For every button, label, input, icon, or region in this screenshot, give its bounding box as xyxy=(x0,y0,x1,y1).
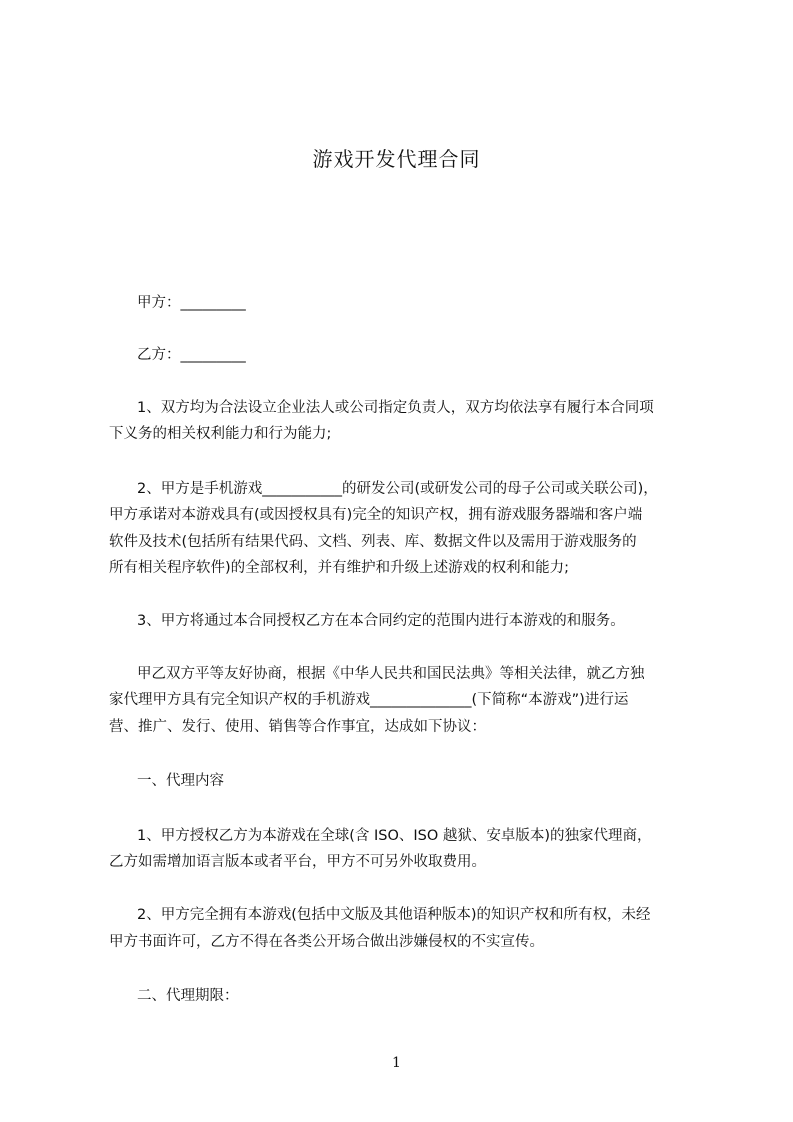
paragraph-line: 所有相关程序软件)的全部权利，并有维护和升级上述游戏的权利和能力; xyxy=(109,560,570,576)
paragraph-line: 乙方如需增加语言版本或者平台，甲方不可另外收取费用。 xyxy=(109,854,486,870)
paragraph-line: 1、双方均为合法设立企业法人或公司指定负责人，双方均依法享有履行本合同项 xyxy=(137,400,654,416)
paragraph-line: 下义务的相关权利能力和行为能力; xyxy=(109,426,332,442)
paragraph-line: 家代理甲方具有完全知识产权的手机游戏______________(下简称“本游戏”)进行运 xyxy=(109,692,629,708)
party-b-line: 乙方：_________ xyxy=(137,347,246,363)
paragraph-line: 甲方承诺对本游戏具有(或因授权具有)完全的知识产权，拥有游戏服务器端和客户端 xyxy=(109,507,643,523)
document-title: 游戏开发代理合同 xyxy=(312,147,481,171)
party-a-line: 甲方：_________ xyxy=(137,295,246,311)
section-heading-agency-term: 二、代理期限： xyxy=(137,988,239,1004)
paragraph-line: 甲方书面许可，乙方不得在各类公开场合做出涉嫌侵权的不实宣传。 xyxy=(109,934,544,950)
paragraph-line: 3、甲方将通过本合同授权乙方在本合同约定的范围内进行本游戏的和服务。 xyxy=(137,613,625,629)
paragraph-line: 甲乙双方平等友好协商，根据《中华人民共和国民法典》等相关法律，就乙方独 xyxy=(137,666,645,682)
paragraph-line: 2、甲方是手机游戏___________的研发公司(或研发公司的母子公司或关联公司)， xyxy=(137,481,658,497)
paragraph-line: 营、推广、发行、使用、销售等合作事宜，达成如下协议： xyxy=(109,719,486,735)
paragraph-line: 软件及技术(包括所有结果代码、文档、列表、库、数据文件以及需用于游戏服务的 xyxy=(109,534,637,550)
paragraph-line: 2、甲方完全拥有本游戏(包括中文版及其他语种版本)的知识产权和所有权，未经 xyxy=(137,907,651,923)
paragraph-line: 1、甲方授权乙方为本游戏在全球(含 ISO、ISO 越狱、安卓版本)的独家代理商， xyxy=(137,828,652,844)
section-heading-agency-content: 一、代理内容 xyxy=(137,773,224,789)
page-number: 1 xyxy=(392,1055,401,1071)
